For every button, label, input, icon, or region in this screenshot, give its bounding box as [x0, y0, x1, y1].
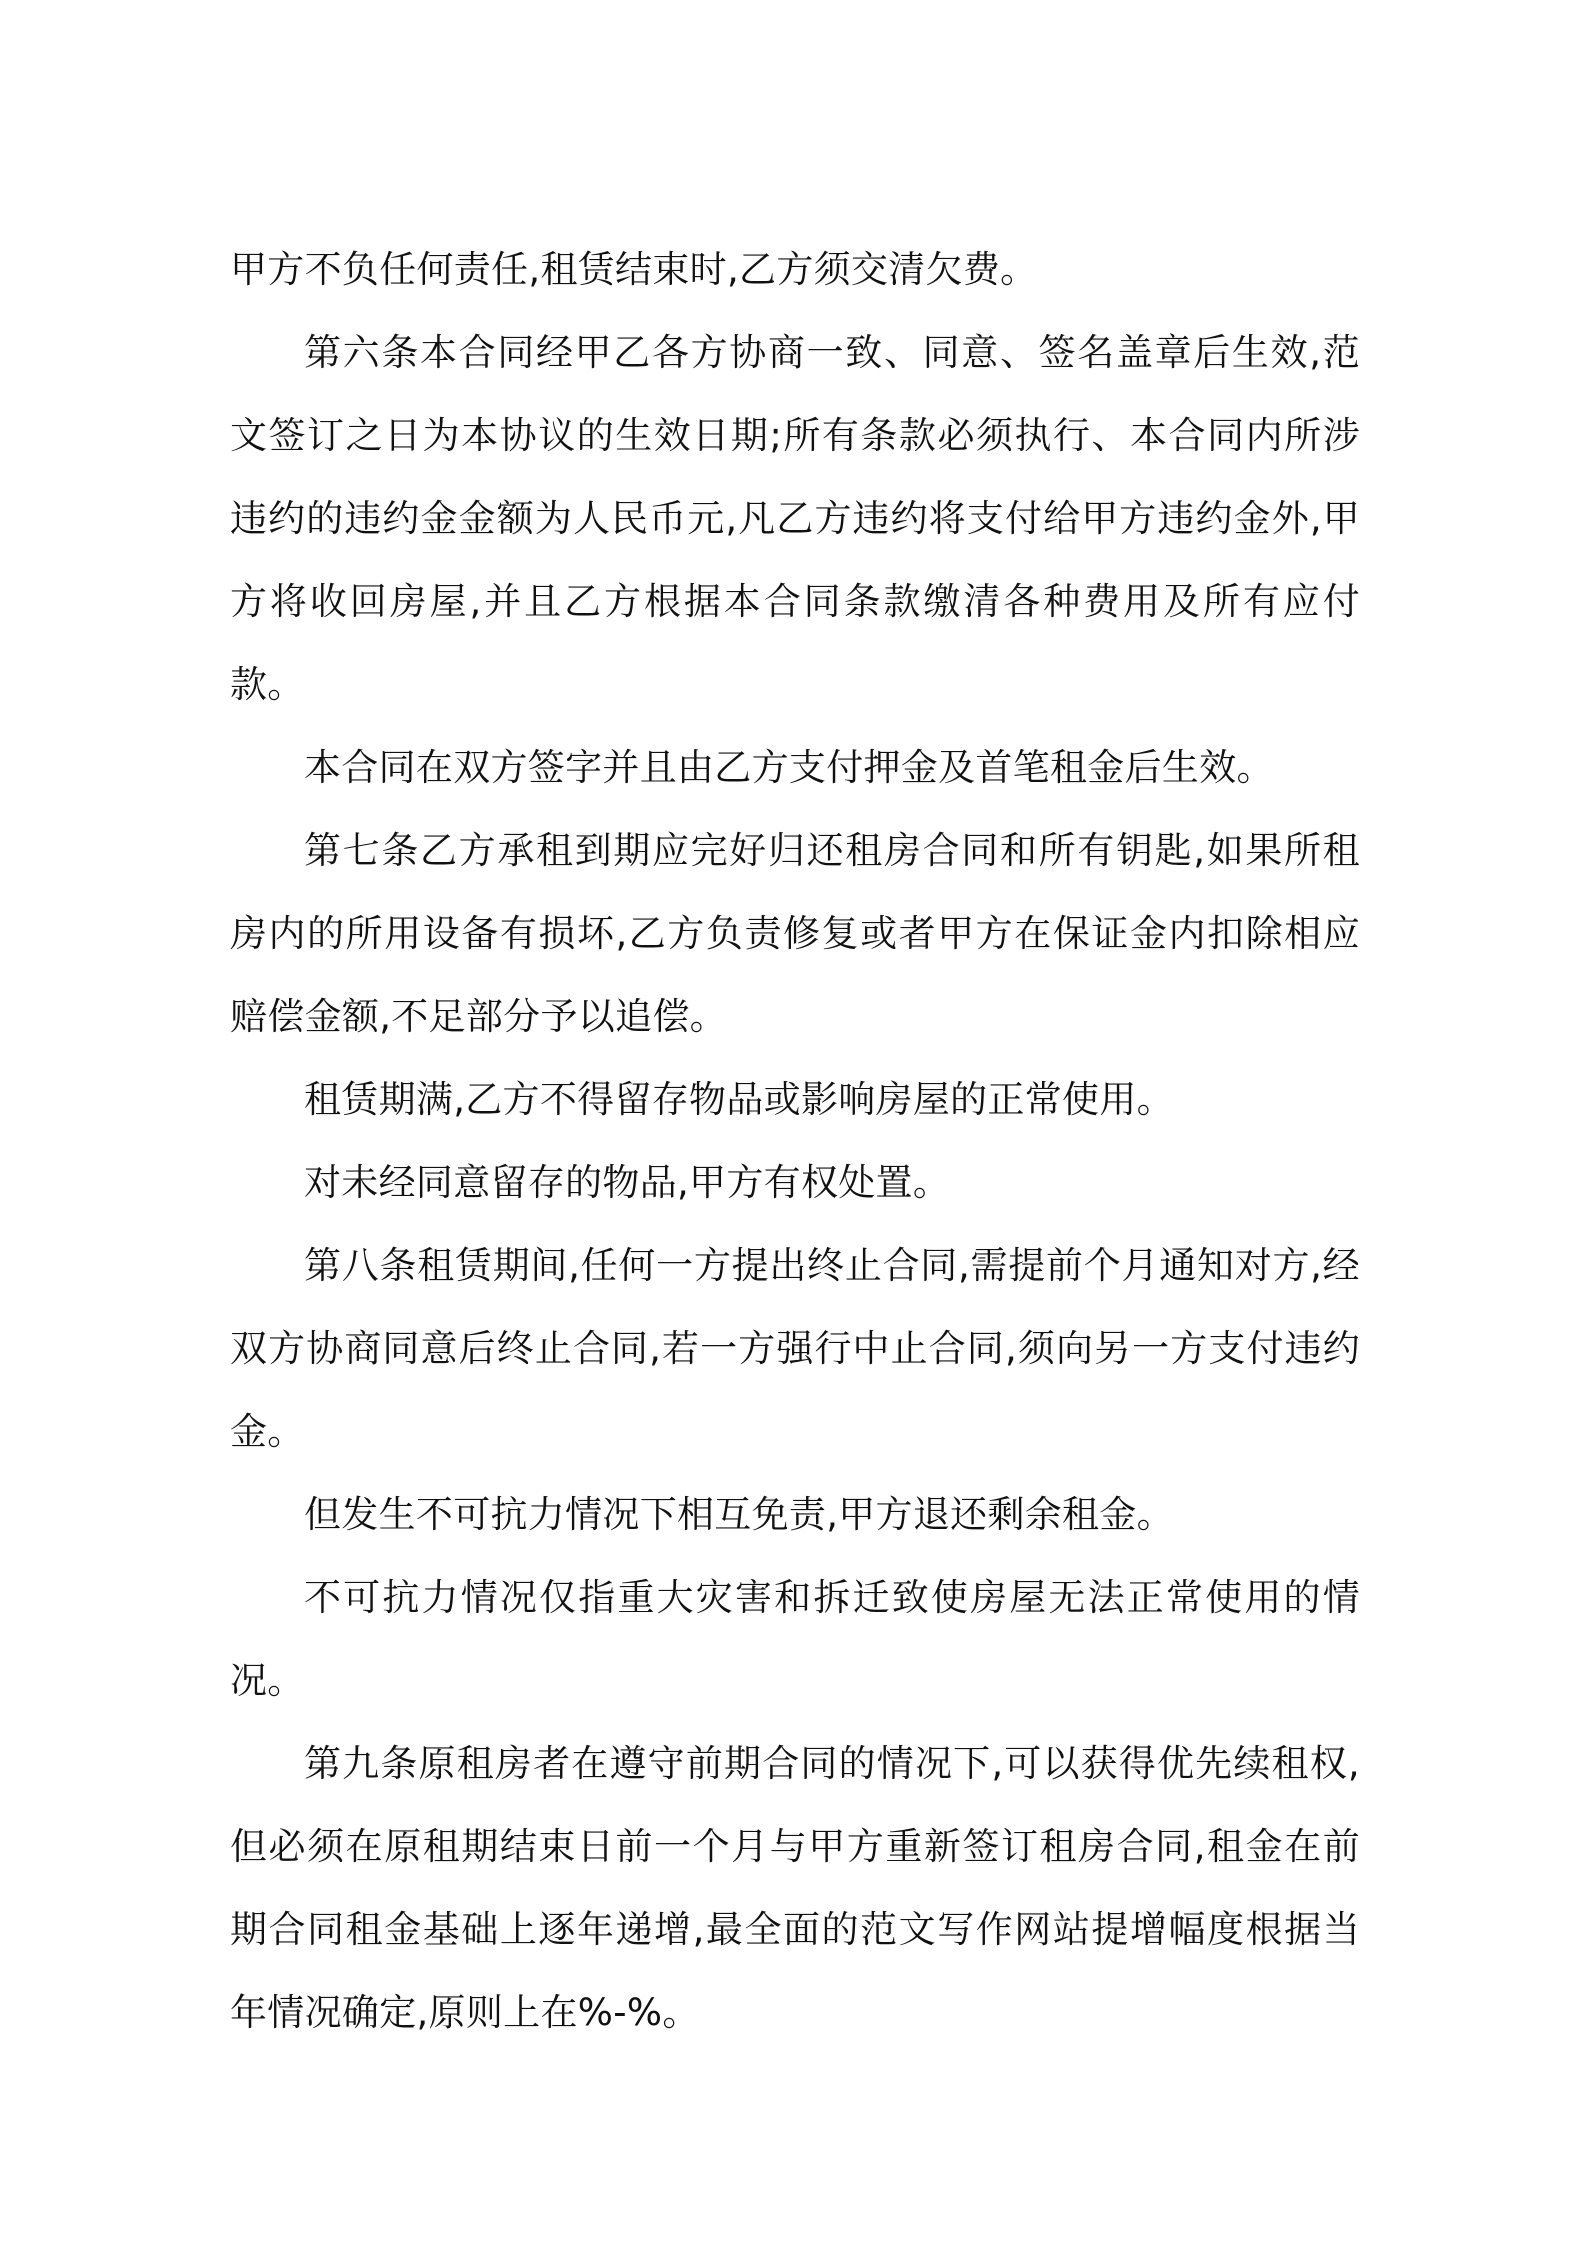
- paragraph-continuation: 甲方不负任何责任,租赁结束时,乙方须交清欠费。: [230, 248, 1038, 291]
- paragraph-force-majeure-definition: 不可抗力情况仅指重大灾害和拆迁致使房屋无法正常使用的情况。: [230, 1576, 1360, 1702]
- paragraph-article-7: 第七条乙方承租到期应完好归还租房合同和所有钥匙,如果所租房内的所用设备有损坏,乙方负责修复或者甲方在保证金内扣除相应赔偿金额,不足部分予以追偿。: [230, 829, 1360, 1038]
- paragraph-article-6: 第六条本合同经甲乙各方协商一致、同意、签名盖章后生效,范文签订之日为本协议的生效日期;所有条款必须执行、本合同内所涉违约的违约金金额为人民币元,凡乙方违约将支付给甲方违约金外,甲方将收回房屋,并且乙方根据本合同条款缴清各种费用及所有应付款。: [230, 331, 1360, 706]
- paragraph-lease-expiry: 租赁期满,乙方不得留存物品或影响房屋的正常使用。: [304, 1078, 1174, 1121]
- paragraph-force-majeure: 但发生不可抗力情况下相互免责,甲方退还剩余租金。: [304, 1493, 1174, 1536]
- paragraph-article-9: 第九条原租房者在遵守前期合同的情况下,可以获得优先续租权,但必须在原租期结束日前一个月与甲方重新签订租房合同,租金在前期合同租金基础上逐年递增,最全面的范文写作网站提增幅度根据当年情况确定,原则上在%-%。: [230, 1742, 1360, 2034]
- paragraph-unauthorized-items: 对未经同意留存的物品,甲方有权处置。: [304, 1161, 951, 1204]
- paragraph-article-8: 第八条租赁期间,任何一方提出终止合同,需提前个月通知对方,经双方协商同意后终止合同,若一方强行中止合同,须向另一方支付违约金。: [230, 1244, 1360, 1453]
- paragraph-effective-condition: 本合同在双方签字并且由乙方支付押金及首笔租金后生效。: [304, 746, 1274, 789]
- document-body: [230, 228, 1360, 2054]
